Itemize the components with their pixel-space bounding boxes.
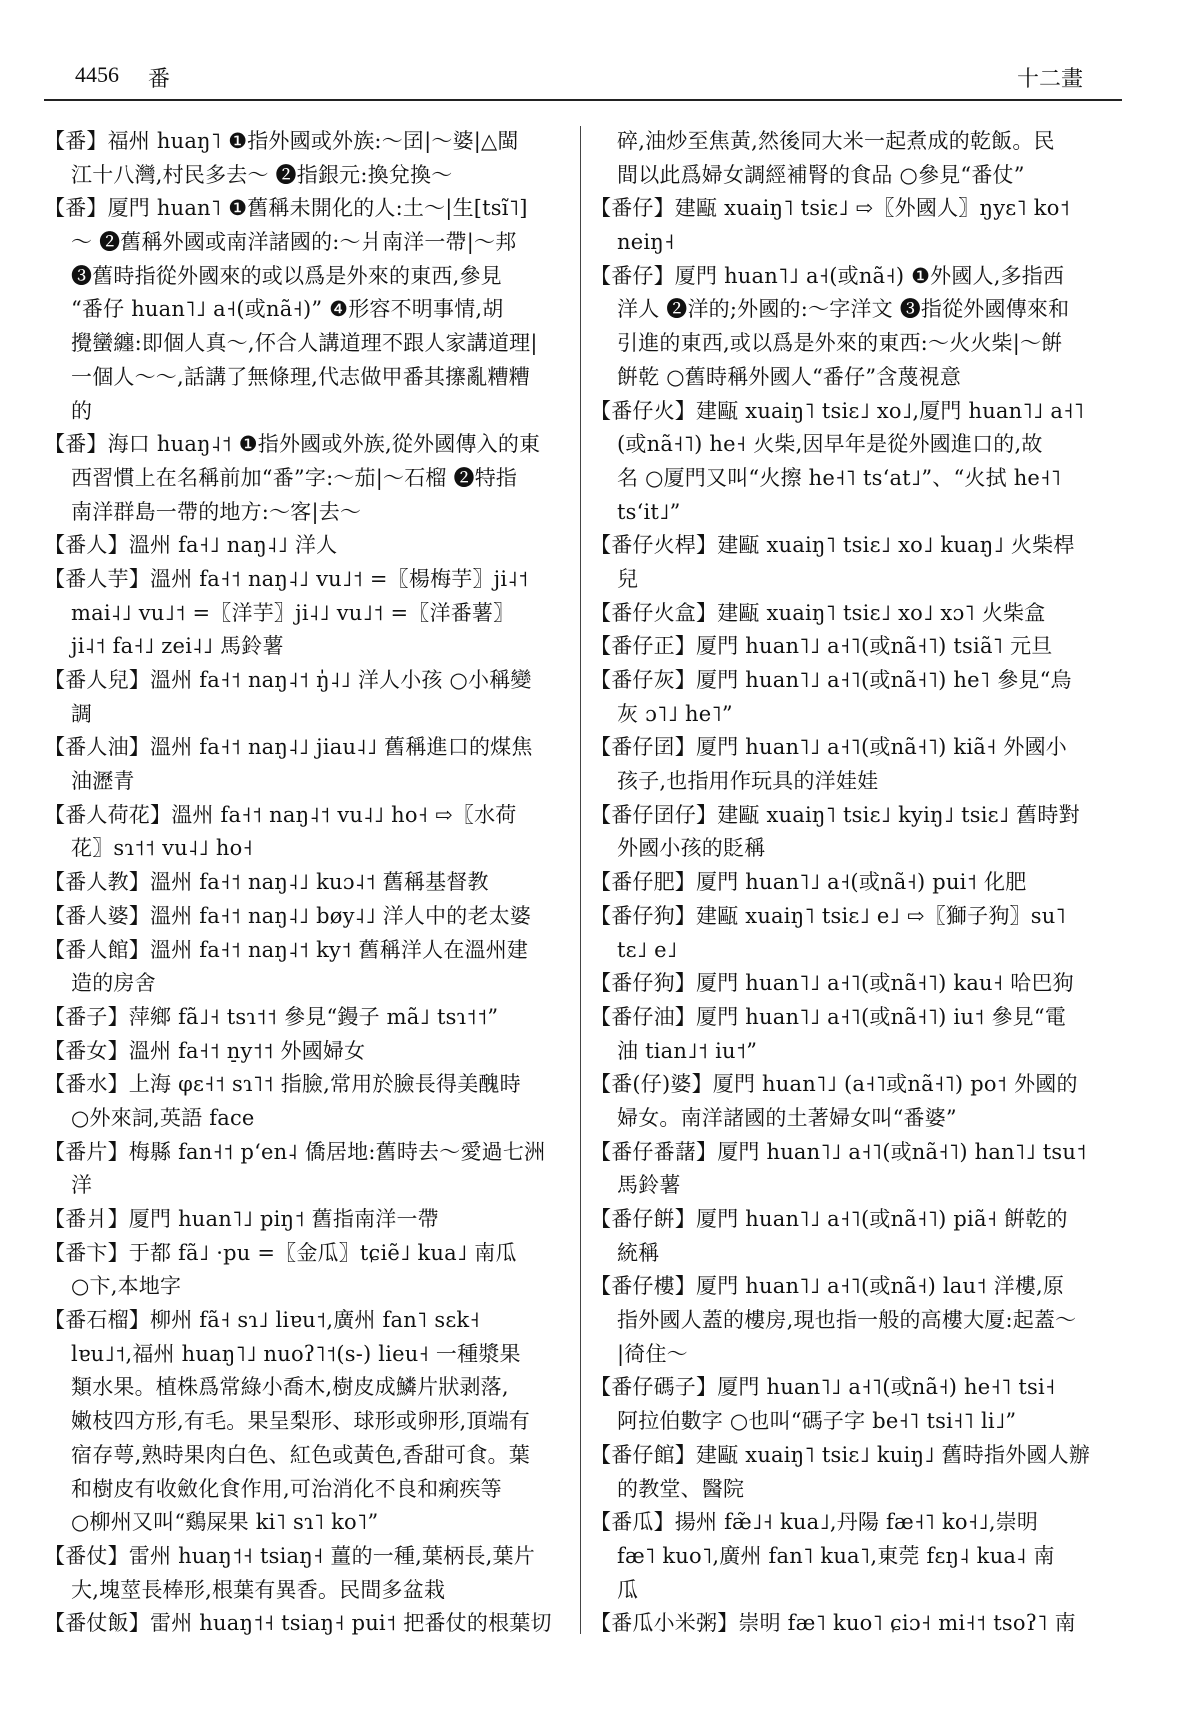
entry-headline: 【番仔碼子】厦門 huan˥˩ a˧˥(或nã˧) he˧˥ tsi˧ <box>590 1375 1056 1400</box>
stroke-count-section: 十二畫 <box>1016 67 1083 92</box>
entry-continuation-line: 西習慣上在名稱前加“番”字:～茄|～石榴 ❷特指 <box>71 465 518 490</box>
entry-headline: 【番仔囝仔】建甌 xuaiŋ˥ tsiɛ˩ kyiŋ˩ tsiɛ˩ 舊時對 <box>590 802 1080 827</box>
entry-headline: 【番人館】溫州 fa˧˦ naŋ˨˦ ky˦ 舊稱洋人在溫州建 <box>44 937 529 962</box>
entry-continuation-line: |徛住～ <box>617 1341 688 1366</box>
entry-headline: 【番人芋】溫州 fa˧˦ naŋ˨˩ vu˩˦ =〖楊梅芋〗ji˨˦ <box>44 566 529 591</box>
entry-continuation-line: ji˨˦ fa˧˩ zei˨˩ 馬鈴薯 <box>71 634 284 659</box>
entry-continuation-line: 造的房舍 <box>71 971 156 996</box>
entry-headline: 【番卞】于都 fã˩ ·pu =〖金瓜〗tɕiẽ˩ kua˩ 南瓜 <box>44 1240 517 1265</box>
entry-headline: 【番人兒】溫州 fa˧˦ naŋ˨˦ ŋ̍˨˩ 洋人小孩 ○小稱變 <box>44 668 532 692</box>
entry-continuation-line: 調 <box>71 701 93 726</box>
entry-continuation-line: 灰 ɔ˥˩ he˥” <box>617 701 733 726</box>
entry-continuation-line: 洋 <box>71 1173 93 1198</box>
entry-continuation-line: ○外來詞,英語 face <box>71 1105 255 1130</box>
entry-continuation-line: ○柳州又叫“鷄屎果 ki˥ sɿ˥ ko˥” <box>71 1510 379 1535</box>
entry-continuation-line: “番仔 huan˥˩ a˧(或nã˧)” ❹形容不明事情,胡 <box>71 297 504 322</box>
entry-continuation-line: 洋人 ❷洋的;外國的:～字洋文 ❸指從外國傳來和 <box>617 297 1070 322</box>
entry-headline: 【番】厦門 huan˥ ❶舊稱未開化的人:土～|生[tsĩ˥] <box>44 196 528 221</box>
entry-continuation-line: 引進的東西,或以爲是外來的東西:～火火柴|～餠 <box>617 331 1063 356</box>
entry-headline: 【番仗】雷州 huaŋ˦˧ tsiaŋ˧ 薑的一種,葉柄長,葉片 <box>44 1543 535 1568</box>
entry-headline: 【番仔火盒】建甌 xuaiŋ˥ tsiɛ˩ xo˩ xɔ˥ 火柴盒 <box>590 600 1046 625</box>
entry-continuation-line: 嫩枝四方形,有毛。果呈梨形、球形或卵形,頂端有 <box>71 1409 530 1434</box>
entry-headline: 【番仔油】厦門 huan˥˩ a˧˥(或nã˧˥) iu˦ 參見“電 <box>590 1004 1067 1029</box>
entry-headline: 【番仔火】建甌 xuaiŋ˥ tsiɛ˩ xo˩,厦門 huan˥˩ a˧˥ <box>590 398 1085 423</box>
entry-continuation-line: 南洋群島一帶的地方:～客|去～ <box>71 499 362 524</box>
entry-continuation-line: 兒 <box>617 566 639 591</box>
running-headword: 番 <box>148 67 171 92</box>
entry-continuation-line: 的 <box>71 398 93 423</box>
entry-headline: 【番子】萍鄉 fã˩˧ tsɿ˦˦ 參見“鏝子 mã˩ tsɿ˦˦” <box>44 1004 499 1029</box>
entry-headline: 【番人】溫州 fa˧˩ naŋ˨˩ 洋人 <box>44 533 338 558</box>
entry-headline: 【番仔正】厦門 huan˥˩ a˧˥(或nã˧˥) tsiã˥ 元旦 <box>590 634 1053 659</box>
entry-headline: 【番仔餠】厦門 huan˥˩ a˧˥(或nã˧˥) piã˧ 餠乾的 <box>590 1207 1068 1231</box>
entry-headline: 【番仗飯】雷州 huaŋ˦˧ tsiaŋ˧ pui˦ 把番仗的根葉切 <box>44 1611 552 1636</box>
entry-continuation-line: 阿拉伯數字 ○也叫“碼子字 be˧˥ tsi˧˥ li˩” <box>617 1409 1017 1434</box>
right-column <box>590 125 1115 1641</box>
entry-continuation-line: 指外國人蓋的樓房,現也指一般的高樓大厦:起蓋～ <box>617 1308 1077 1333</box>
entry-continuation-line: 油 tian˩˦ iu˦” <box>617 1038 758 1063</box>
entry-continuation-line: 花〗sɿ˦˦ vu˨˩ ho˧ <box>71 836 253 861</box>
entry-headline: 【番水】上海 φɛ˧˦ sɿ˥˦ 指臉,常用於臉長得美醜時 <box>44 1072 521 1097</box>
entry-continuation-line: 統稱 <box>617 1240 660 1265</box>
entry-headline: 【番瓜小米粥】崇明 fæ˥ kuo˥ ɕiɔ˧ mi˧˦ tsoʔ˥ 南 <box>590 1611 1076 1636</box>
entry-continuation-line: tsʻit˩” <box>617 499 681 524</box>
entry-continuation-line: 碎,油炒至焦黃,然後同大米一起煮成的乾飯。民 <box>617 129 1055 153</box>
entry-headline: 【番人婆】溫州 fa˧˦ naŋ˨˩ bøy˨˩ 洋人中的老太婆 <box>44 903 532 928</box>
entry-continuation-line: 油瀝青 <box>71 769 135 794</box>
entry-continuation-line: 孩子,也指用作玩具的洋娃娃 <box>617 769 879 794</box>
entry-headline: 【番仔火桿】建甌 xuaiŋ˥ tsiɛ˩ xo˩ kuaŋ˩ 火柴桿 <box>590 533 1075 558</box>
entry-continuation-line: 一個人～～,話講了無條理,代志做甲番其㩟亂糟糟 <box>71 364 530 389</box>
page-number: 4456 <box>75 62 119 87</box>
entry-continuation-line: 名 ○厦門又叫“火擦 he˧˥ tsʻat˩”、“火拭 he˧˥ <box>617 465 1062 490</box>
entry-headline: 【番仔館】建甌 xuaiŋ˥ tsiɛ˩ kuiŋ˩ 舊時指外國人辦 <box>590 1442 1091 1467</box>
entry-continuation-line: 宿存萼,熟時果肉白色、紅色或黃色,香甜可食。葉 <box>71 1442 530 1467</box>
entry-headline: 【番(仔)婆】厦門 huan˥˩ (a˧˥或nã˧˥) po˦ 外國的 <box>590 1072 1078 1097</box>
entry-continuation-line: 餠乾 ○舊時稱外國人“番仔”含蔑視意 <box>617 364 962 389</box>
column-divider <box>580 126 581 1634</box>
entry-headline: 【番】海口 huaŋ˨˦ ❶指外國或外族,從外國傳入的東 <box>44 432 541 457</box>
entry-continuation-line: 外國小孩的貶稱 <box>617 836 766 861</box>
entry-headline: 【番仔狗】厦門 huan˥˩ a˧˥(或nã˧˥) kau˧ 哈巴狗 <box>590 971 1074 996</box>
entry-continuation-line: lɐu˩˦,福州 huaŋ˥˩ nuoʔ˥˦(s-) lieu˧ 一種漿果 <box>71 1341 521 1366</box>
entry-continuation-line: mai˨˩ vu˩˦ =〖洋芋〗ji˨˩ vu˩˦ =〖洋番薯〗 <box>71 600 515 625</box>
entry-continuation-line: 攪蠻纏:即個人真～,伓合人講道理不跟人家講道理| <box>71 331 538 356</box>
entry-headline: 【番瓜】揚州 fæ̃˩˧ kua˩,丹陽 fæ˧˥ ko˧˩,崇明 <box>590 1510 1039 1535</box>
entry-continuation-line: 的教堂、醫院 <box>617 1476 745 1501</box>
entry-headline: 【番仔】建甌 xuaiŋ˥ tsiɛ˩ ⇨〖外國人〗ŋyɛ˥ ko˦ <box>590 196 1071 221</box>
entry-continuation-line: 江十八灣,村民多去～ ❷指銀元:換兌換～ <box>71 162 453 187</box>
entry-continuation-line: ～ ❷舊稱外國或南洋諸國的:～爿南洋一帶|～邦 <box>71 230 517 255</box>
entry-headline: 【番人教】溫州 fa˧˦ naŋ˨˩ kuɔ˨˦ 舊稱基督教 <box>44 870 489 895</box>
entry-continuation-line: ❸舊時指從外國來的或以爲是外來的東西,參見 <box>71 263 502 288</box>
entry-continuation-line: tɛ˩ e˩ <box>617 937 678 962</box>
entry-continuation-line: 大,塊莖長棒形,根葉有異香。民間多盆栽 <box>71 1577 446 1602</box>
entry-headline: 【番石榴】柳州 fã˧ sɿ˩ liɐu˦,廣州 fan˥ sɛk˧ <box>44 1308 480 1333</box>
entry-continuation-line: 瓜 <box>617 1577 639 1602</box>
entry-headline: 【番爿】厦門 huan˥˩ piŋ˦ 舊指南洋一帶 <box>44 1207 439 1231</box>
entry-continuation-line: ○卞,本地字 <box>71 1274 182 1299</box>
header-rule <box>44 99 1122 101</box>
entry-headline: 【番女】溫州 fa˧˦ n̠y˦˦ 外國婦女 <box>44 1038 366 1063</box>
entry-headline: 【番人油】溫州 fa˧˦ naŋ˨˩ jiau˨˩ 舊稱進口的煤焦 <box>44 735 533 760</box>
entry-continuation-line: neiŋ˧ <box>617 230 675 255</box>
entry-headline: 【番仔肥】厦門 huan˥˩ a˧(或nã˧) pui˦ 化肥 <box>590 870 1027 895</box>
left-column <box>44 125 574 1641</box>
entry-continuation-line: 和樹皮有收斂化食作用,可治消化不良和痢疾等 <box>71 1476 502 1501</box>
entry-headline: 【番仔樓】厦門 huan˥˩ a˧˥(或nã˧) lau˦ 洋樓,原 <box>590 1274 1065 1299</box>
entry-continuation-line: (或nã˧˥) he˧ 火柴,因早年是從外國進口的,故 <box>617 432 1043 457</box>
entry-headline: 【番仔灰】厦門 huan˥˩ a˧˥(或nã˧˥) he˥ 參見“烏 <box>590 668 1072 692</box>
entry-headline: 【番仔】厦門 huan˥˩ a˧(或nã˧) ❶外國人,多指西 <box>590 263 1065 288</box>
entry-headline: 【番仔番藷】厦門 huan˥˩ a˧˥(或nã˧˥) han˥˩ tsu˦ <box>590 1139 1087 1164</box>
entry-headline: 【番仔囝】厦門 huan˥˩ a˧˥(或nã˧˥) kiã˧ 外國小 <box>590 735 1068 760</box>
entry-continuation-line: 類水果。植株爲常綠小喬木,樹皮成鱗片狀剥落, <box>71 1375 509 1400</box>
entry-headline: 【番片】梅縣 fan˧˦ pʻen˨ 僑居地:舊時去～愛過七洲 <box>44 1139 546 1164</box>
entry-continuation-line: 馬鈴薯 <box>617 1173 681 1198</box>
entry-headline: 【番】福州 huaŋ˥ ❶指外國或外族:～囝|～婆|△閩 <box>44 129 519 153</box>
entry-continuation-line: 間以此爲婦女調經補腎的食品 ○參見“番仗” <box>617 162 1025 187</box>
entry-continuation-line: fæ˥ kuo˥,廣州 fan˥ kua˥,東莞 fɛŋ˨ kua˨ 南 <box>617 1543 1055 1568</box>
entry-headline: 【番仔狗】建甌 xuaiŋ˥ tsiɛ˩ e˩ ⇨〖獅子狗〗su˥ <box>590 903 1066 928</box>
entry-continuation-line: 婦女。南洋諸國的土著婦女叫“番婆” <box>617 1105 957 1130</box>
entry-headline: 【番人荷花】溫州 fa˧˦ naŋ˨˦ vu˨˩ ho˧ ⇨〖水荷 <box>44 802 517 827</box>
